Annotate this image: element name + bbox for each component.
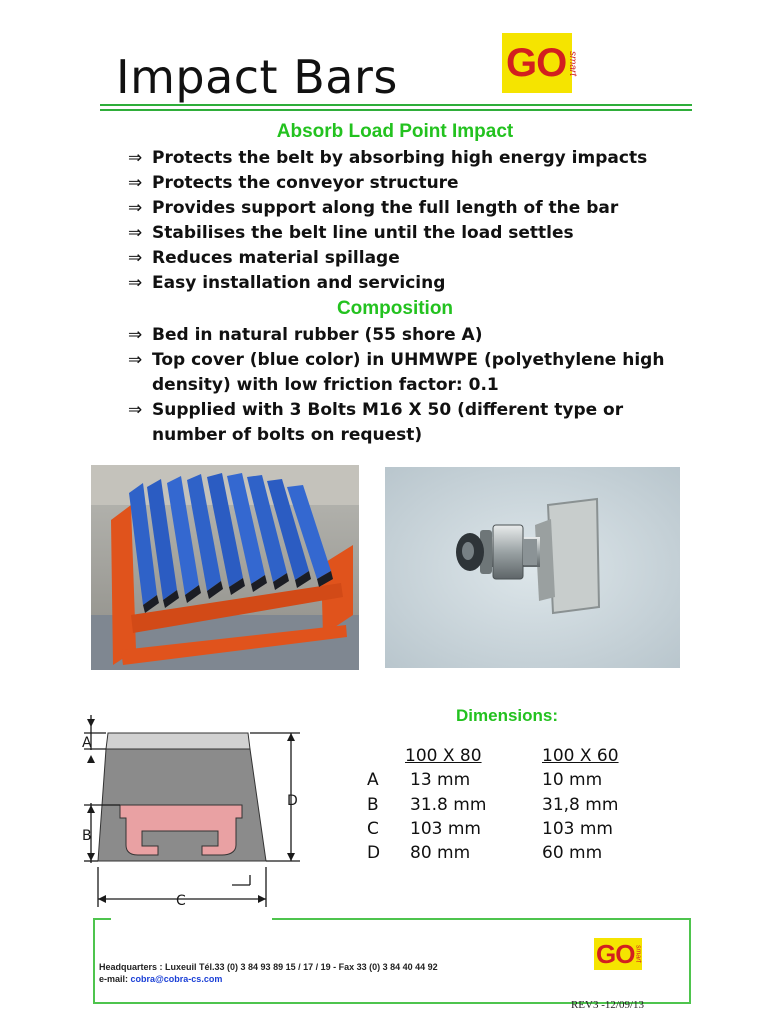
list-item: ⇒ Stabilises the belt line until the load settles <box>128 221 647 246</box>
footer-email-line <box>99 974 222 984</box>
table-cell: 103 mm <box>542 819 613 839</box>
list-item: ⇒ Protects the belt by absorbing high energy impacts <box>128 146 647 171</box>
table-cell: 60 mm <box>542 843 603 863</box>
row-label: B <box>367 795 379 815</box>
arrow-icon: ⇒ <box>128 350 143 370</box>
table-cell: 80 mm <box>410 843 471 863</box>
diagram-label-c: C <box>176 893 186 909</box>
footer-border-right <box>272 918 689 920</box>
impact-bullet-list <box>128 146 647 296</box>
column-header: 100 X 60 <box>542 746 619 766</box>
table-cell: 103 mm <box>410 819 481 839</box>
list-item: ⇒ Provides support along the full length of the bar <box>128 196 647 221</box>
table-cell: 31.8 mm <box>410 795 487 815</box>
arrow-icon: ⇒ <box>128 198 143 218</box>
footer-border-left <box>93 918 111 920</box>
page-title: Impact Bars <box>116 50 398 104</box>
header-rule-top <box>100 104 692 106</box>
arrow-icon: ⇒ <box>128 223 143 243</box>
list-item: ⇒ Supplied with 3 Bolts M16 X 50 (different type or number of bolts on request) <box>128 400 624 445</box>
revision-label: REV3 -12/09/13 <box>570 999 644 1011</box>
column-header: 100 X 80 <box>405 746 482 766</box>
arrow-icon: ⇒ <box>128 273 143 293</box>
diagram-label-b: B <box>82 828 92 844</box>
section-heading-composition: Composition <box>336 298 454 319</box>
table-cell: 31,8 mm <box>542 795 619 815</box>
row-label: A <box>367 770 379 790</box>
composition-bullet-list <box>128 323 664 448</box>
list-item: ⇒ Reduces material spillage <box>128 246 647 271</box>
cross-section-diagram <box>78 705 313 910</box>
go-smart-logo-footer <box>594 938 642 970</box>
arrow-icon: ⇒ <box>128 173 143 193</box>
row-label: D <box>367 843 381 863</box>
email-link[interactable]: cobra@cobra-cs.com <box>130 974 223 984</box>
arrow-icon: ⇒ <box>128 400 143 420</box>
bolt-photo <box>385 467 680 668</box>
arrow-icon: ⇒ <box>128 325 143 345</box>
diagram-label-a: A <box>82 735 92 751</box>
list-item: ⇒ Protects the conveyor structure <box>128 171 647 196</box>
table-cell: 13 mm <box>410 770 471 790</box>
arrow-icon: ⇒ <box>128 248 143 268</box>
table-cell: 10 mm <box>542 770 603 790</box>
logo-smart-text: smart <box>567 50 579 76</box>
row-label: C <box>367 819 379 839</box>
footer-headquarters: Headquarters : Luxeuil Tél.33 (0) 3 84 93 89 15 / 17 / 19 - Fax 33 (0) 3 84 40 44 92 <box>99 962 438 972</box>
header-rule-bottom <box>100 109 692 111</box>
arrow-icon: ⇒ <box>128 148 143 168</box>
impact-bars-photo <box>91 465 359 670</box>
list-item: ⇒ Top cover (blue color) in UHMWPE (polyethylene high density) with low friction factor: 0.1 <box>128 350 665 395</box>
go-smart-logo <box>502 33 579 93</box>
section-heading-impact: Absorb Load Point Impact <box>276 121 514 142</box>
email-label: e-mail: <box>99 974 131 984</box>
list-item: ⇒ Bed in natural rubber (55 shore A) <box>128 323 664 348</box>
diagram-label-d: D <box>287 793 298 809</box>
logo-go-text: GO <box>596 938 635 969</box>
list-item: ⇒ Easy installation and servicing <box>128 271 647 296</box>
dimensions-heading: Dimensions: <box>456 706 559 725</box>
logo-go-text: GO <box>506 40 567 85</box>
logo-smart-text: smart <box>634 945 642 963</box>
